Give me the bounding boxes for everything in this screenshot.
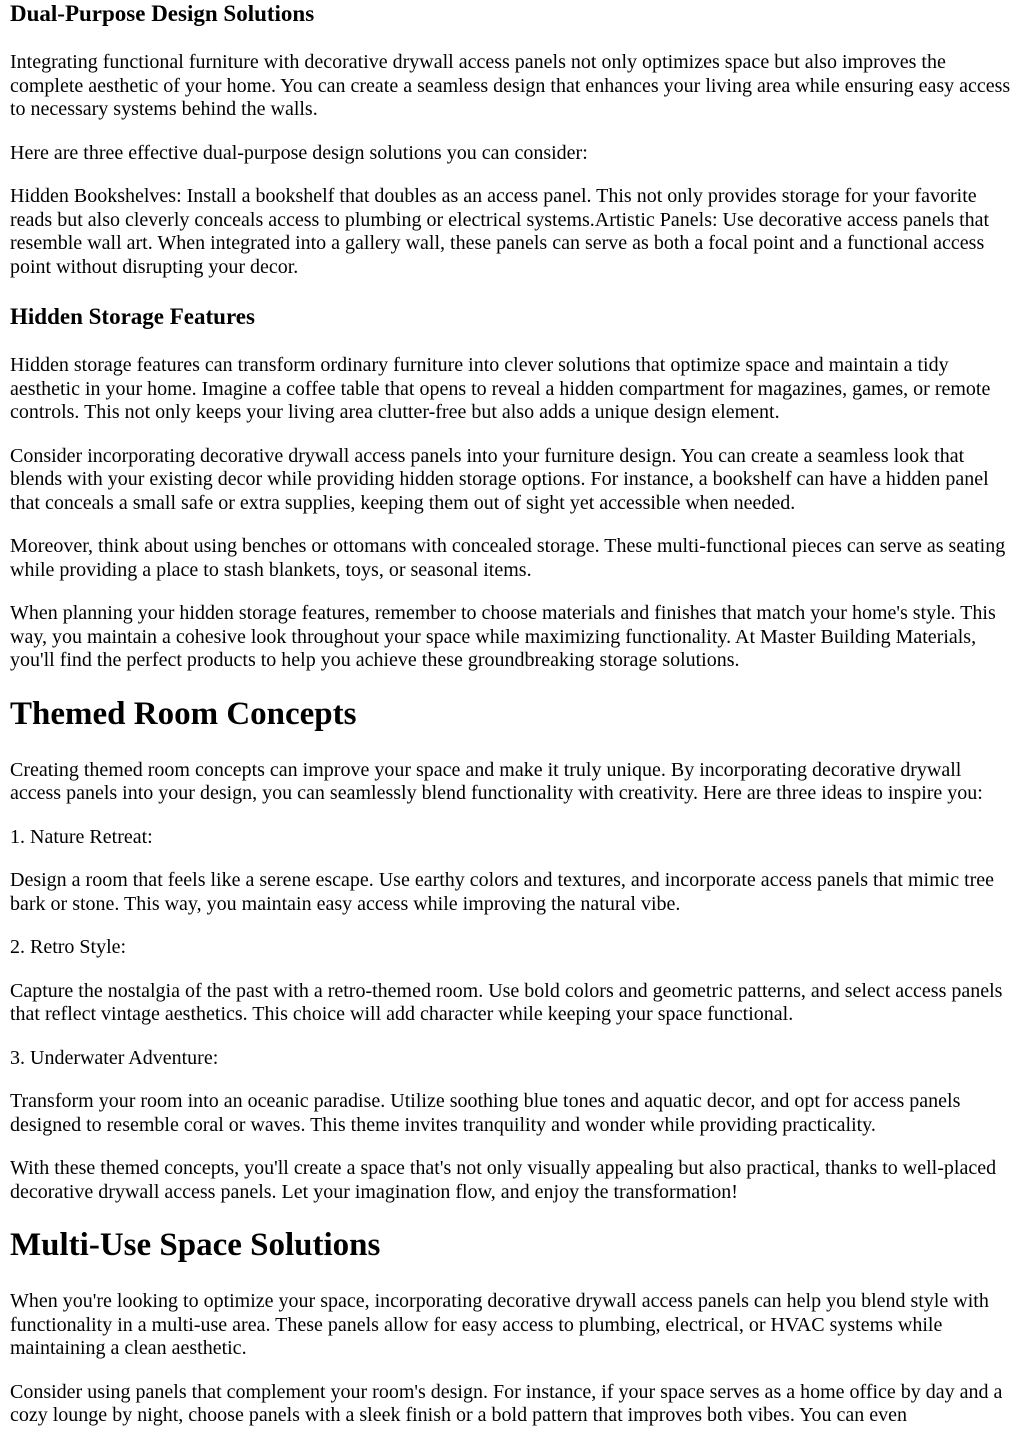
paragraph: With these themed concepts, you'll create a space that's not only visually appealing but also practical, thanks to well-placed decorative drywall access panels. Let your imagination flow, and enjoy the transformation! xyxy=(10,1157,997,1203)
paragraph: When you're looking to optimize your space, incorporating decorative drywall access panels can help you blend style with functionality in a multi-use area. These panels allow for easy access to plumbing, electrical, or HVAC systems while maintaining a clean aesthetic. xyxy=(10,1290,989,1359)
paragraph: Here are three effective dual-purpose design solutions you can consider: xyxy=(10,141,588,164)
paragraph: Consider incorporating decorative drywall access panels into your furniture design. You can create a seamless look that blends with your existing decor while providing hidden storage options. For instance, a bookshelf can have a hidden panel that conceals a small safe or extra supplies, keeping them out of sight yet accessible when needed. xyxy=(10,444,989,514)
heading-dual-purpose-design-solutions: Dual-Purpose Design Solutions xyxy=(10,1,315,26)
paragraph: Hidden Bookshelves: Install a bookshelf that doubles as an access panel. This not only provides storage for your favorite reads but also cleverly conceals access to plumbing or electrical systems.Artistic Panels: Use decorative access panels that resemble wall art. When integrated into a gallery wall, these panels can serve as both a focal point and a functional access point without disrupting your decor. xyxy=(10,185,990,278)
heading-hidden-storage-features: Hidden Storage Features xyxy=(10,304,255,329)
paragraph: Consider using panels that complement your room's design. For instance, if your space serves as a home office by day and a cozy lounge by night, choose panels with a sleek finish or a bold pattern that improves both vibes. You can even xyxy=(10,1380,1003,1426)
paragraph: When planning your hidden storage features, remember to choose materials and finishes that match your home's style. This way, you maintain a cohesive look throughout your space while maximizing functionality. At Master Building Materials, you'll find the perfect products to help you achieve these groundbreaking storage solutions. xyxy=(10,602,996,671)
paragraph: Transform your room into an oceanic paradise. Utilize soothing blue tones and aquatic decor, and opt for access panels designed to resemble coral or waves. This theme invites tranquility and wonder while providing practicality. xyxy=(10,1090,961,1136)
paragraph: Moreover, think about using benches or ottomans with concealed storage. These multi-functional pieces can serve as seating while providing a place to stash blankets, toys, or seasonal items. xyxy=(10,535,1006,581)
paragraph: Creating themed room concepts can improve your space and make it truly unique. By incorporating decorative drywall access panels into your design, you can seamlessly blend functionality with creativity. Here are three ideas to inspire you: xyxy=(10,758,983,804)
paragraph: Design a room that feels like a serene escape. Use earthy colors and textures, and incorporate access panels that mimic tree bark or stone. This way, you maintain easy access while improving the natural vibe. xyxy=(10,869,995,915)
paragraph: Hidden storage features can transform ordinary furniture into clever solutions that optimize space and maintain a tidy aesthetic in your home. Imagine a coffee table that opens to reveal a hidden compartment for magazines, games, or remote controls. This not only keeps your living area clutter-free but also adds a unique design element. xyxy=(10,354,991,423)
paragraph: Integrating functional furniture with decorative drywall access panels not only optimizes space but also improves the complete aesthetic of your home. You can create a seamless design that enhances your living area while ensuring easy access to necessary systems behind the walls. xyxy=(10,51,1011,120)
list-item-retro-style: 2. Retro Style: xyxy=(10,936,127,958)
heading-themed-room-concepts: Themed Room Concepts xyxy=(10,695,357,732)
heading-multi-use-space-solutions: Multi-Use Space Solutions xyxy=(10,1227,381,1263)
list-item-underwater-adventure: 3. Underwater Adventure: xyxy=(10,1046,219,1069)
list-item-nature-retreat: 1. Nature Retreat: xyxy=(10,825,153,848)
paragraph: Capture the nostalgia of the past with a retro-themed room. Use bold colors and geometric patterns, and select access panels that reflect vintage aesthetics. This choice will add character while keeping your space functional. xyxy=(10,979,1003,1025)
article xyxy=(10,0,1014,1428)
